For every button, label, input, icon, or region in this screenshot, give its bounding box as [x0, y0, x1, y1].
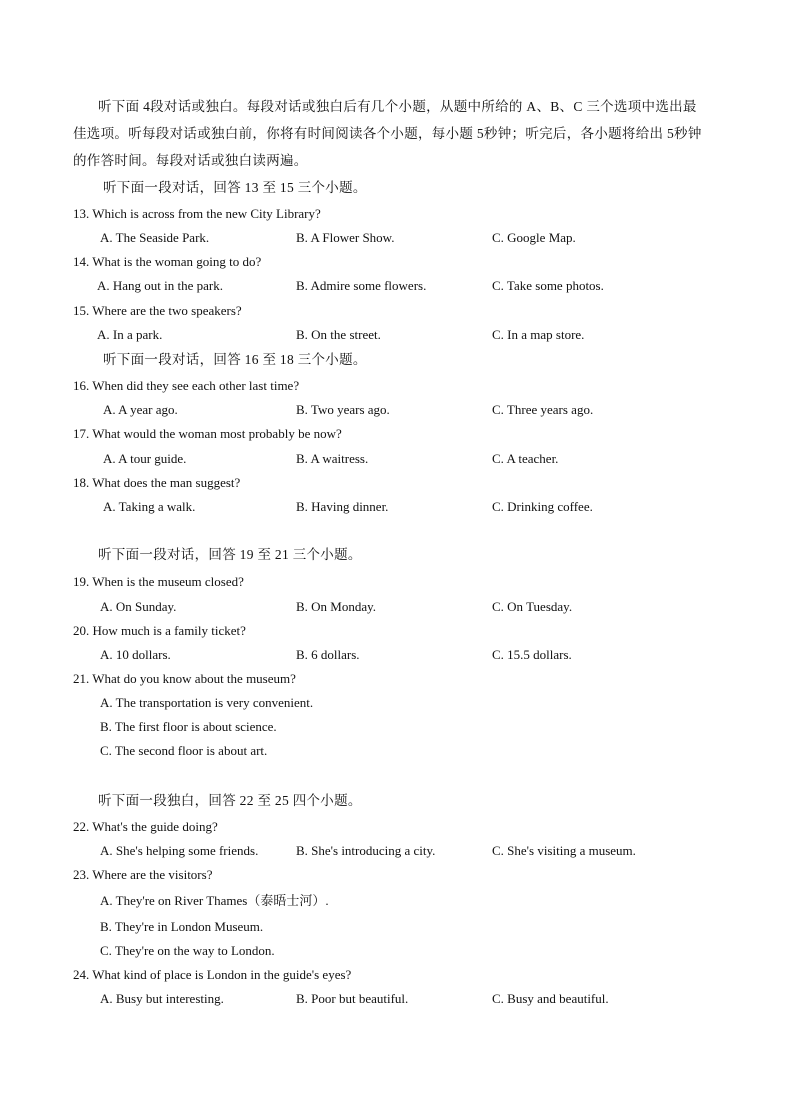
instructions-line-3: 的作答时间。每段对话或独白读两遍。 [73, 153, 308, 168]
question-24: 24. What kind of place is London in the guide's eyes? [73, 967, 352, 982]
option-c[interactable]: C. Take some photos. [492, 278, 604, 293]
option-a[interactable]: A. A tour guide. [103, 451, 187, 466]
option-b[interactable]: B. She's introducing a city. [296, 843, 436, 858]
option-b[interactable]: B. They're in London Museum. [100, 919, 264, 934]
option-c[interactable]: C. A teacher. [492, 451, 559, 466]
question-18: 18. What does the man suggest? [73, 475, 241, 490]
section-heading: 听下面一段独白，回答 22 至 25 四个小题。 [98, 793, 362, 808]
option-c[interactable]: C. The second floor is about art. [100, 743, 268, 758]
question-20: 20. How much is a family ticket? [73, 623, 246, 638]
option-a[interactable]: A. Taking a walk. [103, 499, 196, 514]
question-22: 22. What's the guide doing? [73, 819, 218, 834]
option-b[interactable]: B. A waitress. [296, 451, 369, 466]
option-a[interactable]: A. In a park. [97, 327, 163, 342]
option-c[interactable]: C. She's visiting a museum. [492, 843, 636, 858]
question-21: 21. What do you know about the museum? [73, 671, 296, 686]
question-13: 13. Which is across from the new City Library? [73, 206, 321, 221]
option-b[interactable]: B. 6 dollars. [296, 647, 360, 662]
option-c[interactable]: C. They're on the way to London. [100, 943, 275, 958]
section-heading: 听下面一段对话，回答 19 至 21 三个小题。 [98, 547, 362, 562]
option-a[interactable]: A. The Seaside Park. [100, 230, 210, 245]
question-17: 17. What would the woman most probably be now? [73, 426, 342, 441]
option-c[interactable]: C. Three years ago. [492, 402, 594, 417]
option-c[interactable]: C. Drinking coffee. [492, 499, 593, 514]
question-15: 15. Where are the two speakers? [73, 303, 242, 318]
option-a[interactable]: A. On Sunday. [100, 599, 177, 614]
question-23: 23. Where are the visitors? [73, 867, 213, 882]
option-c[interactable]: C. In a map store. [492, 327, 585, 342]
option-b[interactable]: B. The first floor is about science. [100, 719, 277, 734]
question-19: 19. When is the museum closed? [73, 574, 244, 589]
section-heading: 听下面一段对话，回答 13 至 15 三个小题。 [103, 180, 367, 195]
instructions-line-2: 佳选项。听每段对话或独白前，你将有时间阅读各个小题，每小题 5秒钟；听完后，各小题将给出 5秒钟 [73, 126, 702, 141]
option-c[interactable]: C. Google Map. [492, 230, 576, 245]
option-b[interactable]: B. Two years ago. [296, 402, 390, 417]
option-b[interactable]: B. On Monday. [296, 599, 377, 614]
option-b[interactable]: B. A Flower Show. [296, 230, 395, 245]
option-c[interactable]: C. Busy and beautiful. [492, 991, 609, 1006]
question-14: 14. What is the woman going to do? [73, 254, 262, 269]
option-a[interactable]: A. Busy but interesting. [100, 991, 224, 1006]
option-a[interactable]: A. A year ago. [103, 402, 178, 417]
section-heading: 听下面一段对话，回答 16 至 18 三个小题。 [103, 352, 367, 367]
option-a[interactable]: A. The transportation is very convenient. [100, 695, 314, 710]
option-c[interactable]: C. On Tuesday. [492, 599, 573, 614]
option-a[interactable]: A. 10 dollars. [100, 647, 171, 662]
option-b[interactable]: B. Admire some flowers. [296, 278, 427, 293]
option-b[interactable]: B. On the street. [296, 327, 381, 342]
option-a[interactable]: A. Hang out in the park. [97, 278, 224, 293]
option-c[interactable]: C. 15.5 dollars. [492, 647, 572, 662]
option-a[interactable]: A. She's helping some friends. [100, 843, 259, 858]
option-a[interactable]: A. They're on River Thames（泰晤士河）. [100, 893, 329, 908]
question-16: 16. When did they see each other last time? [73, 378, 300, 393]
instructions-line-1: 听下面 4段对话或独白。每段对话或独白后有几个小题，从题中所给的 A、B、C 三个选项中选出最 [98, 99, 697, 114]
option-b[interactable]: B. Having dinner. [296, 499, 389, 514]
option-b[interactable]: B. Poor but beautiful. [296, 991, 409, 1006]
